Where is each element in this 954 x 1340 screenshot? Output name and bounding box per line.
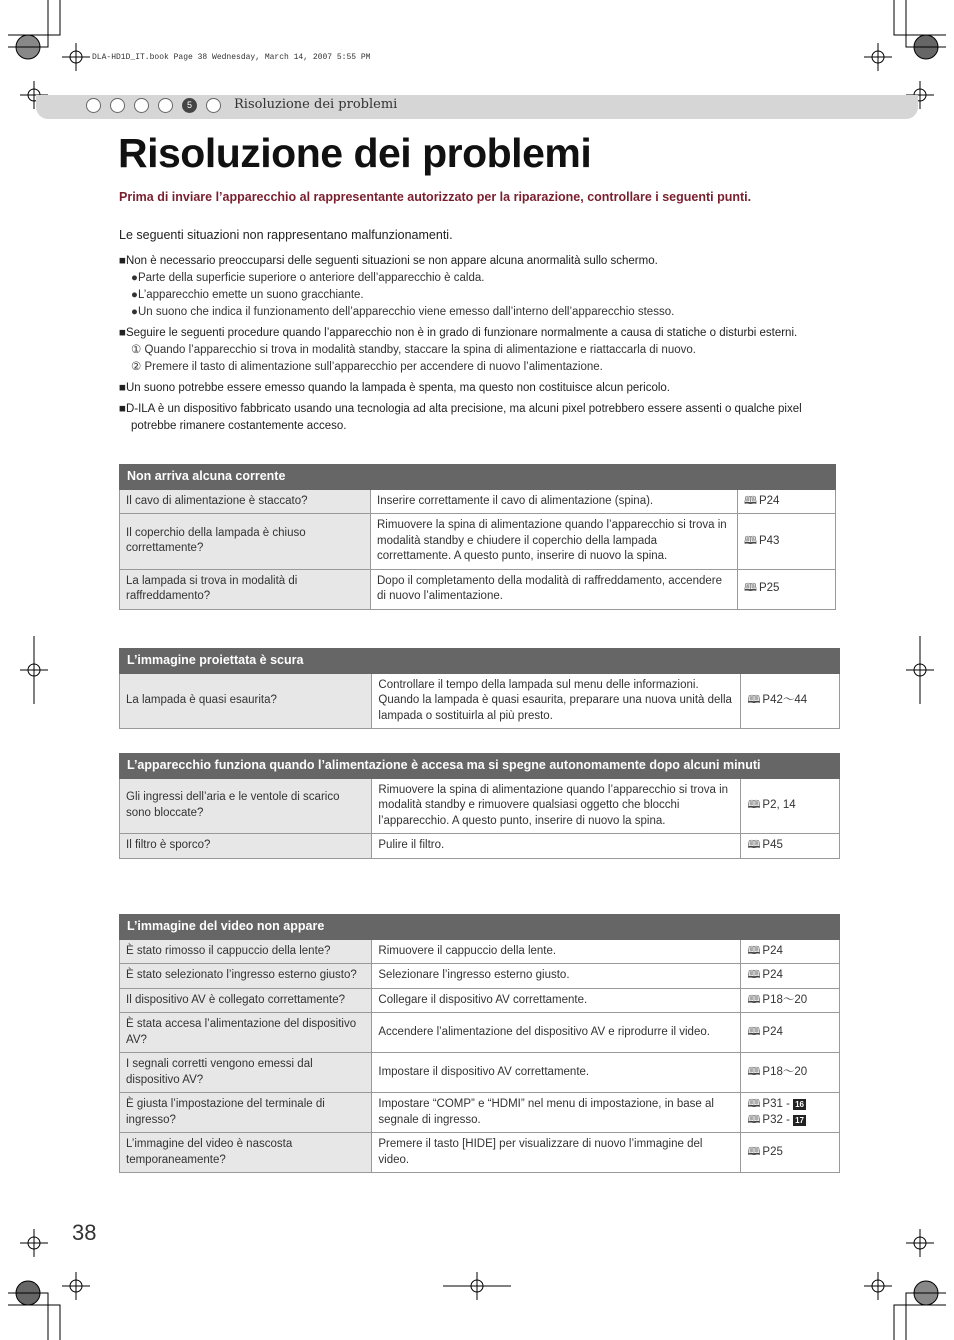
table-row bbox=[120, 1093, 840, 1133]
problem: È stato selezionato l’ingresso esterno giusto? bbox=[120, 964, 372, 989]
problem: Gli ingressi dell’aria e le ventole di scarico sono bloccate? bbox=[120, 778, 372, 834]
problem: È stata accesa l’alimentazione del dispositivo AV? bbox=[120, 1013, 372, 1053]
page-reference: 🕮 P25 bbox=[744, 582, 780, 595]
intro-text: Le seguenti situazioni non rappresentano malfunzionamenti. bbox=[119, 228, 453, 242]
note-item: ●Un suono che indica il funzionamento dell’apparecchio viene emesso dall’interno dell’apparecchio stesso. bbox=[131, 306, 675, 318]
problem: I segnali corretti vengono emessi dal dispositivo AV? bbox=[120, 1053, 372, 1093]
solution: Selezionare l’ingresso esterno giusto. bbox=[372, 964, 741, 989]
notes-list bbox=[119, 249, 844, 435]
reference-cell bbox=[738, 489, 836, 514]
table-row bbox=[120, 514, 836, 570]
problem: Il dispositivo AV è collegato correttamente? bbox=[120, 988, 372, 1013]
book-icon: 🕮 bbox=[747, 1065, 761, 1078]
solution: Rimuovere la spina di alimentazione quando l’apparecchio si trova in modalità standby e chiudere il coperchio della lampada correttamente. A questo punto, inserire di nuovo la spina. bbox=[371, 514, 738, 570]
reference-cell bbox=[741, 964, 840, 989]
reference-cell bbox=[738, 514, 836, 570]
page-reference: 🕮 P24 bbox=[744, 494, 780, 507]
book-icon: 🕮 bbox=[747, 1098, 761, 1110]
note-item: ●Parte della superficie superiore o anteriore dell’apparecchio è calda. bbox=[131, 272, 485, 284]
troubleshooting-table bbox=[119, 648, 840, 729]
solution: Collegare il dispositivo AV correttamente. bbox=[372, 988, 741, 1013]
note-item: ■Un suono potrebbe essere emesso quando la lampada è spenta, ma questo non costituisce alcun pericolo. bbox=[119, 382, 670, 394]
table-title: Non arriva alcuna corrente bbox=[120, 465, 836, 490]
table-row bbox=[120, 1013, 840, 1053]
table-title: L’immagine del video non appare bbox=[120, 915, 840, 940]
print-header: DLA-HD1D_IT.book Page 38 Wednesday, March 14, 2007 5:55 PM bbox=[92, 53, 371, 62]
reference-cell bbox=[741, 1133, 840, 1173]
reference-cell bbox=[741, 1093, 840, 1133]
table-row bbox=[120, 569, 836, 609]
page-reference: 🕮 P24 bbox=[747, 969, 783, 981]
reference-cell bbox=[741, 988, 840, 1013]
page-reference: 🕮 P43 bbox=[744, 534, 780, 547]
note-item: ② Premere il tasto di alimentazione sull’apparecchio per accendere di nuovo l’alimentazione. bbox=[131, 361, 603, 373]
table-row bbox=[120, 1133, 840, 1173]
table-row bbox=[120, 673, 840, 729]
troubleshooting-table bbox=[119, 753, 840, 859]
solution: Premere il tasto [HIDE] per visualizzare di nuovo l’immagine del video. bbox=[372, 1133, 741, 1173]
book-icon: 🕮 bbox=[747, 839, 761, 851]
page-reference: 🕮 P32 - 17 bbox=[747, 1113, 805, 1126]
table-title: L’apparecchio funziona quando l’alimentazione è accesa ma si spegne autonomamente dopo alcuni minuti bbox=[120, 754, 840, 779]
book-icon: 🕮 bbox=[747, 1145, 761, 1158]
table-row bbox=[120, 964, 840, 989]
table-row bbox=[120, 939, 840, 964]
note-item: ■Seguire le seguenti procedure quando l’apparecchio non è in grado di funzionare normalmente a causa di statiche o disturbi esterni. bbox=[119, 327, 798, 339]
reference-cell bbox=[738, 569, 836, 609]
solution: Accendere l’alimentazione del dispositivo AV e riprodurre il video. bbox=[372, 1013, 741, 1053]
item-badge: 16 bbox=[795, 1100, 805, 1109]
solution: Controllare il tempo della lampada sul menu delle informazioni. Quando la lampada è quasi esaurita, preparare una nuova unità della lampada o sostituirla al più presto. bbox=[372, 673, 741, 729]
note-item: ●L’apparecchio emette un suono gracchiante. bbox=[131, 289, 364, 301]
page-reference: 🕮 P24 bbox=[747, 944, 783, 957]
problem: L’immagine del video è nascosta temporaneamente? bbox=[120, 1133, 372, 1173]
table-row bbox=[120, 834, 840, 859]
table-title: L’immagine proiettata è scura bbox=[120, 649, 840, 674]
reference-cell bbox=[741, 1053, 840, 1093]
solution: Impostare il dispositivo AV correttamente. bbox=[372, 1053, 741, 1093]
table-row bbox=[120, 778, 840, 834]
page-reference: 🕮 P31 - 16 bbox=[747, 1098, 805, 1110]
note-item: ① Quando l’apparecchio si trova in modalità standby, staccare la spina di alimentazione e riattaccarla di nuovo. bbox=[131, 344, 696, 356]
problem: Il coperchio della lampada è chiuso correttamente? bbox=[120, 514, 371, 570]
solution: Inserire correttamente il cavo di alimentazione (spina). bbox=[371, 489, 738, 514]
table-row bbox=[120, 489, 836, 514]
page-reference: 🕮 P2, 14 bbox=[747, 799, 796, 811]
book-icon: 🕮 bbox=[747, 799, 761, 811]
page-reference: 🕮 P18～20 bbox=[747, 1065, 808, 1078]
problem: La lampada è quasi esaurita? bbox=[120, 673, 372, 729]
problem: Il cavo di alimentazione è staccato? bbox=[120, 489, 371, 514]
problem: La lampada si trova in modalità di raffreddamento? bbox=[120, 569, 371, 609]
chapter-number: 5 bbox=[182, 98, 197, 113]
page-reference: 🕮 P18～20 bbox=[747, 993, 808, 1006]
troubleshooting-table bbox=[119, 464, 836, 610]
problem: È stato rimosso il cappuccio della lente? bbox=[120, 939, 372, 964]
solution: Rimuovere il cappuccio della lente. bbox=[372, 939, 741, 964]
note-item: ■D-ILA è un dispositivo fabbricato usando una tecnologia ad alta precisione, ma alcuni pixel potrebbero essere assenti o qualche pixel potrebbe rimanere costantemente acceso. bbox=[119, 403, 802, 432]
note-item: ■Non è necessario preoccuparsi delle seguenti situazioni se non appare alcuna anormalità sullo schermo. bbox=[119, 255, 658, 267]
page-reference: 🕮 P45 bbox=[747, 839, 783, 851]
book-icon: 🕮 bbox=[747, 944, 761, 957]
troubleshooting-table bbox=[119, 914, 840, 1173]
page-number: 38 bbox=[72, 1220, 97, 1245]
solution: Impostare “COMP” e “HDMI” nel menu di impostazione, in base al segnale di ingresso. bbox=[372, 1093, 741, 1133]
solution: Rimuovere la spina di alimentazione quando l’apparecchio si trova in modalità standby e rimuovere qualsiasi oggetto che blocchi l’apparecchio. A questo punto, inserire di nuovo la spina. bbox=[372, 778, 741, 834]
book-icon: 🕮 bbox=[747, 694, 761, 706]
reference-cell bbox=[741, 778, 840, 834]
book-icon: 🕮 bbox=[744, 534, 757, 547]
book-icon: 🕮 bbox=[747, 969, 761, 981]
book-icon: 🕮 bbox=[747, 1113, 761, 1126]
book-icon: 🕮 bbox=[744, 494, 757, 507]
lead-text: Prima di inviare l’apparecchio al rappresentante autorizzato per la riparazione, controllare i seguenti punti. bbox=[119, 190, 752, 204]
book-icon: 🕮 bbox=[747, 993, 761, 1006]
reference-cell bbox=[741, 673, 840, 729]
problem: Il filtro è sporco? bbox=[120, 834, 372, 859]
chapter-indicator bbox=[86, 98, 230, 113]
page-reference: 🕮 P24 bbox=[747, 1025, 783, 1038]
book-icon: 🕮 bbox=[747, 1025, 761, 1038]
page-reference: 🕮 P42～44 bbox=[747, 694, 808, 706]
solution: Pulire il filtro. bbox=[372, 834, 741, 859]
page-title: Risoluzione dei problemi bbox=[118, 130, 592, 176]
table-row bbox=[120, 988, 840, 1013]
book-icon: 🕮 bbox=[744, 582, 757, 595]
breadcrumb: Risoluzione dei problemi bbox=[234, 97, 398, 112]
reference-cell bbox=[741, 1013, 840, 1053]
solution: Dopo il completamento della modalità di raffreddamento, accendere di nuovo l’alimentazione. bbox=[371, 569, 738, 609]
reference-cell bbox=[741, 834, 840, 859]
page-reference: 🕮 P25 bbox=[747, 1145, 783, 1158]
item-badge: 17 bbox=[795, 1115, 805, 1125]
reference-cell bbox=[741, 939, 840, 964]
table-row bbox=[120, 1053, 840, 1093]
problem: È giusta l’impostazione del terminale di ingresso? bbox=[120, 1093, 372, 1133]
